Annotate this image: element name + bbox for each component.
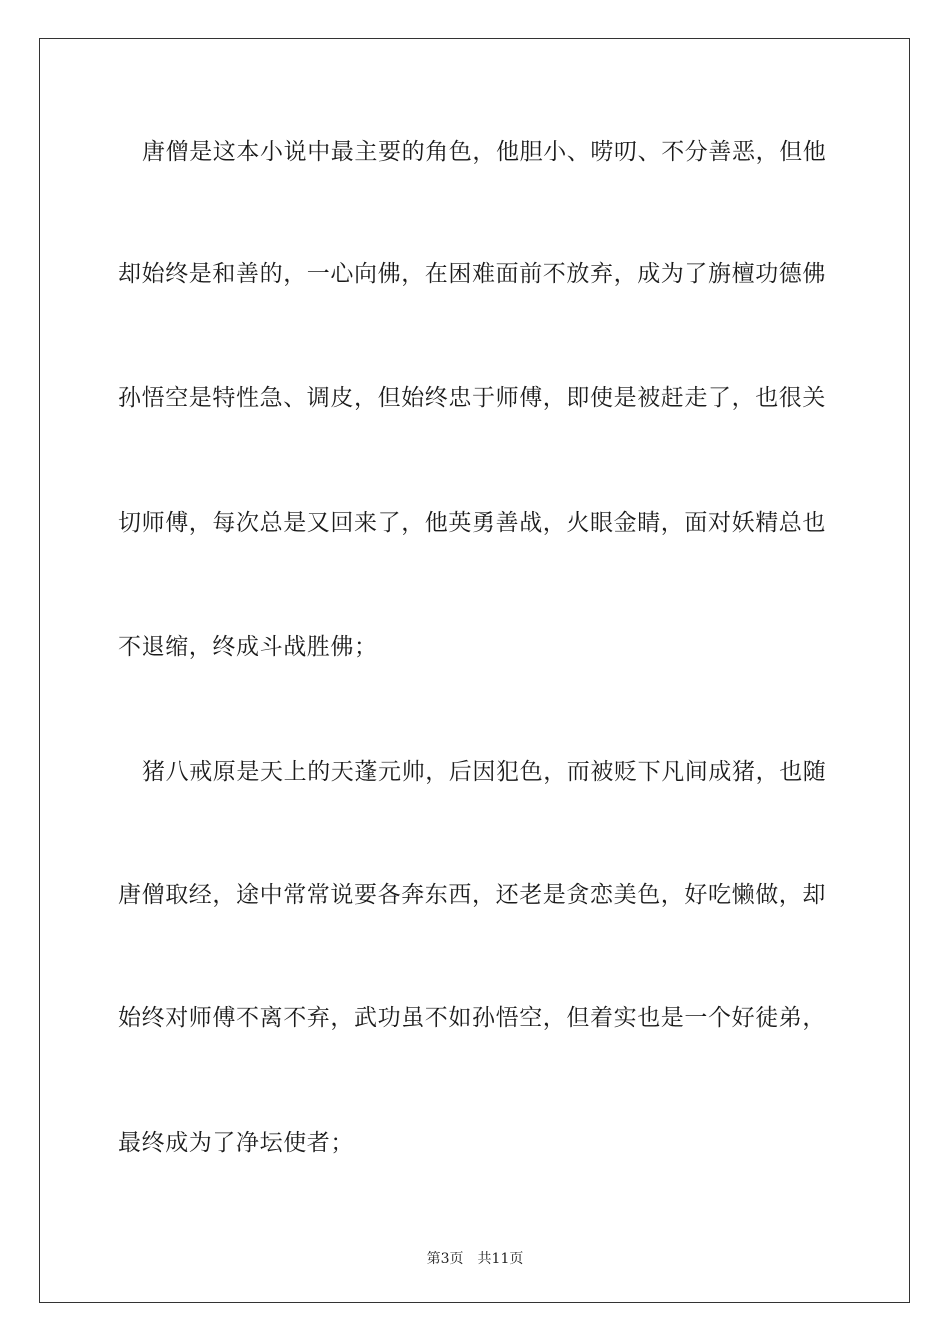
page-number: 第3页 — [426, 1251, 464, 1267]
text-line: 始终对师傅不离不弃，武功虽不如孙悟空，但着实也是一个好徒弟， — [118, 1005, 826, 1031]
text-line: 猪八戒原是天上的天蓬元帅，后因犯色，而被贬下凡间成猪，也随 — [142, 759, 827, 785]
page-total: 共11页 — [477, 1251, 524, 1267]
text-line: 不退缩，终成斗战胜佛； — [118, 634, 378, 660]
page-footer — [0, 1248, 950, 1268]
text-line: 却始终是和善的，一心向佛，在困难面前不放弃，成为了旃檀功德佛 — [118, 261, 826, 287]
page-border — [39, 38, 910, 1303]
text-line: 最终成为了净坛使者； — [118, 1130, 354, 1156]
text-line: 孙悟空是特性急、调皮，但始终忠于师傅，即使是被赶走了，也很关 — [118, 385, 826, 411]
text-line: 唐僧取经，途中常常说要各奔东西，还老是贪恋美色，好吃懒做，却 — [118, 882, 826, 908]
text-line: 切师傅，每次总是又回来了，他英勇善战，火眼金睛，面对妖精总也 — [118, 510, 826, 536]
text-line: 唐僧是这本小说中最主要的角色，他胆小、唠叨、不分善恶，但他 — [142, 139, 827, 165]
